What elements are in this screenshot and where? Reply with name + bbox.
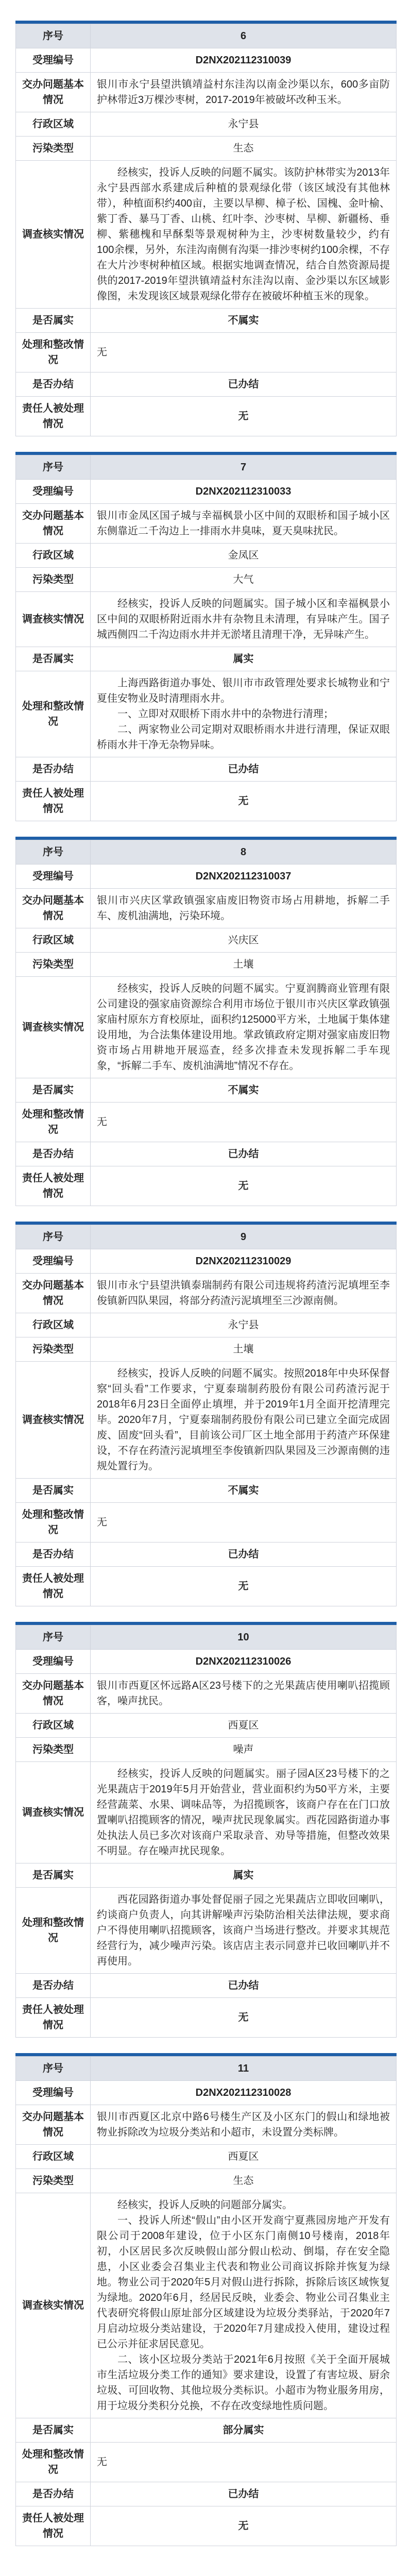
row-label: 处理和整改情况 (16, 671, 91, 757)
pollution-row (16, 1738, 397, 1762)
verified-row (16, 1078, 397, 1103)
top-spacer (0, 0, 412, 21)
case-pollution: 噪声 (91, 1738, 397, 1762)
basic-row (16, 1274, 397, 1313)
row-label: 行政区域 (16, 928, 91, 953)
paragraph: 经核实，投诉人反映的问题不属实。宁夏润腾商业管理有限公司建设的强家庙资源综合利用市场位于银川市兴庆区掌政镇强家庙村原东方育校原址，面积约125000平方米，土地属于集体建设用地，为合法集体建设用地。掌政镇政府定期对强家庙废旧物资市场占用耕地开展巡查，经多次排查未发现拆解二手车现象，“拆解二手车、废机油满地”情况不存在。 (97, 983, 390, 1072)
pollution-row (16, 137, 397, 161)
code-row (16, 480, 397, 504)
case-region: 西夏区 (91, 1714, 397, 1738)
case-verified: 不属实 (91, 309, 397, 333)
row-label: 交办问题基本情况 (16, 1274, 91, 1313)
basic-row (16, 504, 397, 544)
row-label: 受理编号 (16, 2081, 91, 2105)
seq-row (16, 2057, 397, 2081)
seq-row (16, 24, 397, 48)
card-gap (0, 436, 412, 452)
pollution-row (16, 568, 397, 592)
paragraph: 二、两家物业公司定期对双眼桥雨水井进行清理，保证双眼桥雨水井干净无杂物异味。 (97, 724, 390, 751)
row-label: 序号 (16, 24, 91, 48)
handling-row (16, 1103, 397, 1142)
paragraph: 经核实，投诉人反映的问题部分属实。 (117, 2199, 293, 2211)
row-label: 调查核实情况 (16, 2193, 91, 2418)
case-pollution: 土壤 (91, 1337, 397, 1362)
basic-row (16, 73, 397, 112)
case-seq: 10 (91, 1625, 397, 1650)
row-label: 行政区域 (16, 1313, 91, 1337)
case-code: D2NX202112310039 (91, 48, 397, 73)
case-accountable: 无 (91, 1998, 397, 2038)
pollution-row (16, 953, 397, 977)
case-basic: 银川市金凤区国子城与幸福枫景小区中间的双眼桥和国子城小区东侧靠近二千沟边上一排雨水井臭味，夏天臭味扰民。 (91, 504, 397, 544)
handling-row (16, 333, 397, 372)
case-basic: 银川市兴庆区掌政镇强家庙废旧物资市场占用耕地，拆解二手车、废机油满地，污染环境。 (91, 889, 397, 928)
case-verified: 部分属实 (91, 2418, 397, 2443)
case-basic: 银川市永宁县望洪镇泰瑞制药有限公司违规将药渣污泥填埋至李俊镇新四队果园，将部分药渣污泥填埋至三沙源南侧。 (91, 1274, 397, 1313)
row-label: 污染类型 (16, 2169, 91, 2193)
investigation-row (16, 1362, 397, 1479)
row-label: 是否办结 (16, 372, 91, 397)
row-label: 调查核实情况 (16, 592, 91, 647)
verified-row (16, 647, 397, 671)
investigation-row (16, 2193, 397, 2418)
verified-row (16, 1863, 397, 1888)
case-card (15, 1625, 397, 2038)
code-row (16, 1650, 397, 1674)
row-label: 处理和整改情况 (16, 1103, 91, 1142)
case-card (15, 455, 397, 821)
row-label: 责任人被处理情况 (16, 2506, 91, 2546)
case-handling (91, 1888, 397, 1974)
region-row (16, 1313, 397, 1337)
row-label: 污染类型 (16, 1738, 91, 1762)
verified-row (16, 2418, 397, 2443)
seq-row (16, 840, 397, 865)
case-accountable: 无 (91, 782, 397, 821)
case-handling: 无 (91, 2443, 397, 2482)
closed-row (16, 757, 397, 782)
case-verified: 属实 (91, 647, 397, 671)
row-label: 行政区域 (16, 544, 91, 568)
closed-row (16, 372, 397, 397)
basic-row (16, 1674, 397, 1714)
card-gap (0, 821, 412, 837)
case-region: 兴庆区 (91, 928, 397, 953)
basic-row (16, 2105, 397, 2145)
row-label: 是否办结 (16, 2482, 91, 2506)
seq-row (16, 1225, 397, 1249)
case-closed: 已办结 (91, 372, 397, 397)
case-pollution: 生态 (91, 137, 397, 161)
pollution-row (16, 1337, 397, 1362)
row-label: 调查核实情况 (16, 1762, 91, 1863)
row-label: 序号 (16, 455, 91, 480)
row-label: 责任人被处理情况 (16, 1998, 91, 2038)
case-accountable: 无 (91, 2506, 397, 2546)
case-accountable: 无 (91, 1166, 397, 1206)
paragraph: 上海西路街道办事处、银川市市政管理处要求长城物业和宁夏佳安物业及时清理雨水井。 (97, 677, 390, 704)
case-region: 永宁县 (91, 1313, 397, 1337)
case-basic: 银川市西夏区北京中路6号楼生产区及小区东门的假山和绿地被物业拆除改为垃圾分类站和小超市，未设置分类标牌。 (91, 2105, 397, 2145)
case-region: 金凤区 (91, 544, 397, 568)
paragraph: 经核实，投诉人反映的问题属实。丽子园A区23号楼下的之光果蔬店于2019年5月开始营业，营业面积约为50平方米，主要经营蔬菜、水果、调味品等，为招揽顾客，该商户存在在门口放置喇叭招揽顾客的情况，噪声扰民现象属实。西花园路街道办事处执法人员已多次对该商户采取录音、劝导等措施，但整改效果不明显。存在噪声扰民现象。 (97, 1768, 390, 1857)
case-handling: 无 (91, 1103, 397, 1142)
case-code: D2NX202112310026 (91, 1650, 397, 1674)
closed-row (16, 1142, 397, 1166)
region-row (16, 928, 397, 953)
row-label: 污染类型 (16, 568, 91, 592)
investigation-row (16, 592, 397, 647)
case-region: 西夏区 (91, 2145, 397, 2169)
paragraph: 经核实，投诉人反映的问题不属实。按照2018年中央环保督察“回头看”工作要求，宁夏泰瑞制药股份有限公司药渣污泥于2018年6月23日全面停止填埋，并于2019年1月全面开挖清理完毕。2020年7月，宁夏泰瑞制药股份有限公司已建立全面完成固废、固废“回头看”，目前该公司厂区土地全部用于药渣产环保建设，不存在药渣污泥填埋至李俊镇新四队果园及三沙源南侧的违规处置行为。 (97, 1368, 390, 1472)
row-label: 是否办结 (16, 1543, 91, 1567)
row-label: 受理编号 (16, 48, 91, 73)
accountable-row (16, 2506, 397, 2546)
card-gap (0, 2546, 412, 2562)
paragraph: 一、投诉人所述“假山”由小区开发商宁夏燕园房地产开发有限公司于2008年建设，位于小区东门南侧10号楼南，2018年初，小区居民多次反映假山部分假山松动、倒塌，存在安全隐患，小区业委会召集业主代表和物业公司商议拆除并恢复为绿地。物业公司于2020年5月对假山进行拆除，拆除后该区域恢复为绿地。2020年6月，经居民反映，业委会、物业公司召集业主代表研究将假山原址部分区域建设为垃圾分类驿站，于2020年7月启动垃圾分类站建设，于2020年7月建成投入使用，建设过程已公示并征求居民意见。 (97, 2215, 390, 2350)
card-gap (0, 1206, 412, 1222)
case-code: D2NX202112310033 (91, 480, 397, 504)
case-investigation (91, 977, 397, 1078)
row-label: 序号 (16, 2057, 91, 2081)
row-label: 是否属实 (16, 1078, 91, 1103)
row-label: 受理编号 (16, 1650, 91, 1674)
row-label: 交办问题基本情况 (16, 1674, 91, 1714)
case-code: D2NX202112310029 (91, 1249, 397, 1274)
case-closed: 已办结 (91, 1974, 397, 1998)
case-seq: 7 (91, 455, 397, 480)
case-closed: 已办结 (91, 1142, 397, 1166)
case-card (15, 2056, 397, 2546)
case-handling: 无 (91, 1503, 397, 1543)
row-label: 交办问题基本情况 (16, 2105, 91, 2145)
seq-row (16, 1625, 397, 1650)
case-investigation (91, 2193, 397, 2418)
row-label: 交办问题基本情况 (16, 73, 91, 112)
paragraph: 经核实，投诉人反映的问题不属实。该防护林带实为2013年永宁县西部水系建成后种植的景观绿化带（该区域没有其他林带），种植面积约400亩，主要以旱柳、樟子松、国槐、金叶榆、紫丁香、暴马丁香、山桃、红叶李、沙枣树、旱柳、新疆杨、垂柳、紫穗槐和早酥梨等景观树种为主，沙枣树数量较少，约有100余棵，另外，东洼沟南侧有沟渠一排沙枣树约100余棵，不存在大片沙枣树种植区域。根据实地调查情况，结合自然资源局提供的2017-2019年望洪镇靖益村东洼沟以南、金沙渠以东区域影像图，未发现该区域景观绿化带存在被破坏种植玉米的现象。 (97, 167, 390, 302)
row-label: 受理编号 (16, 865, 91, 889)
row-label: 处理和整改情况 (16, 2443, 91, 2482)
accountable-row (16, 1998, 397, 2038)
case-verified: 不属实 (91, 1479, 397, 1503)
code-row (16, 48, 397, 73)
row-label: 受理编号 (16, 480, 91, 504)
case-accountable: 无 (91, 1567, 397, 1606)
handling-row (16, 2443, 397, 2482)
row-label: 污染类型 (16, 953, 91, 977)
handling-row (16, 1888, 397, 1974)
accountable-row (16, 397, 397, 436)
case-verified: 不属实 (91, 1078, 397, 1103)
case-code: D2NX202112310028 (91, 2081, 397, 2105)
region-row (16, 1714, 397, 1738)
case-accountable: 无 (91, 397, 397, 436)
row-label: 序号 (16, 840, 91, 865)
verified-row (16, 1479, 397, 1503)
paragraph: 西花园路街道办事处督促丽子园之光果蔬店立即收回喇叭，约谈商户负责人，向其讲解噪声污染防治相关法律法规，要求商户不得使用喇叭招揽顾客，该商户当场进行整改。并要求其规范经营行为，减少噪声污染。该店店主表示同意并已收回喇叭并不再使用。 (97, 1894, 390, 1967)
row-label: 交办问题基本情况 (16, 504, 91, 544)
row-label: 调查核实情况 (16, 1362, 91, 1479)
case-closed: 已办结 (91, 1543, 397, 1567)
case-investigation (91, 1762, 397, 1863)
closed-row (16, 1543, 397, 1567)
case-closed: 已办结 (91, 2482, 397, 2506)
row-label: 是否属实 (16, 647, 91, 671)
row-label: 是否办结 (16, 1142, 91, 1166)
row-label: 污染类型 (16, 137, 91, 161)
row-label: 污染类型 (16, 1337, 91, 1362)
row-label: 序号 (16, 1625, 91, 1650)
handling-row (16, 1503, 397, 1543)
investigation-row (16, 977, 397, 1078)
paragraph: 经核实，投诉人反映的问题属实。国子城小区和幸福枫景小区中间的双眼桥附近雨水井有杂物且未清理，有异味产生。国子城西侧四二千沟边雨水井并无淤堵且清理干净，无异味产生。 (97, 598, 390, 640)
accountable-row (16, 1166, 397, 1206)
card-gap (0, 2038, 412, 2053)
verified-row (16, 309, 397, 333)
row-label: 处理和整改情况 (16, 333, 91, 372)
row-label: 处理和整改情况 (16, 1888, 91, 1974)
basic-row (16, 889, 397, 928)
case-code: D2NX202112310037 (91, 865, 397, 889)
row-label: 调查核实情况 (16, 161, 91, 309)
row-label: 责任人被处理情况 (16, 397, 91, 436)
case-basic: 银川市西夏区怀远路A区23号楼下的之光果蔬店使用喇叭招揽顾客，噪声扰民。 (91, 1674, 397, 1714)
row-label: 行政区域 (16, 2145, 91, 2169)
row-label: 是否属实 (16, 309, 91, 333)
case-card (15, 840, 397, 1206)
case-closed: 已办结 (91, 757, 397, 782)
case-card (15, 1225, 397, 1606)
case-seq: 9 (91, 1225, 397, 1249)
row-label: 交办问题基本情况 (16, 889, 91, 928)
code-row (16, 1249, 397, 1274)
case-investigation (91, 1362, 397, 1479)
case-investigation (91, 161, 397, 309)
accountable-row (16, 782, 397, 821)
code-row (16, 2081, 397, 2105)
investigation-row (16, 1762, 397, 1863)
case-handling: 无 (91, 333, 397, 372)
row-label: 序号 (16, 1225, 91, 1249)
handling-row (16, 671, 397, 757)
card-gap (0, 1606, 412, 1622)
paragraph: 二、该小区垃圾分类站于2021年6月按照《关于全面开展城市生活垃圾分类工作的通知》要求建设，设置了有害垃圾、厨余垃圾、可回收物、其他垃圾分类标识。小超市为物业服务用房，用于垃圾分类积分兑换，不存在改变绿地性质问题。 (97, 2354, 390, 2412)
case-seq: 6 (91, 24, 397, 48)
row-label: 行政区域 (16, 1714, 91, 1738)
row-label: 调查核实情况 (16, 977, 91, 1078)
case-basic: 银川市永宁县望洪镇靖益村东洼沟以南金沙渠以东，600多亩防护林带近3万棵沙枣树，2017-2019年被破坏改种玉米。 (91, 73, 397, 112)
accountable-row (16, 1567, 397, 1606)
row-label: 行政区域 (16, 112, 91, 137)
case-handling (91, 671, 397, 757)
case-seq: 8 (91, 840, 397, 865)
region-row (16, 2145, 397, 2169)
pollution-row (16, 2169, 397, 2193)
case-investigation (91, 592, 397, 647)
seq-row (16, 455, 397, 480)
case-seq: 11 (91, 2057, 397, 2081)
closed-row (16, 2482, 397, 2506)
row-label: 责任人被处理情况 (16, 1166, 91, 1206)
region-row (16, 112, 397, 137)
region-row (16, 544, 397, 568)
investigation-row (16, 161, 397, 309)
case-pollution: 大气 (91, 568, 397, 592)
closed-row (16, 1974, 397, 1998)
case-verified: 属实 (91, 1863, 397, 1888)
row-label: 是否属实 (16, 1863, 91, 1888)
row-label: 处理和整改情况 (16, 1503, 91, 1543)
case-card (15, 24, 397, 436)
case-list (0, 21, 412, 2562)
row-label: 是否办结 (16, 1974, 91, 1998)
row-label: 责任人被处理情况 (16, 1567, 91, 1606)
row-label: 是否办结 (16, 757, 91, 782)
row-label: 是否属实 (16, 1479, 91, 1503)
case-pollution: 生态 (91, 2169, 397, 2193)
row-label: 受理编号 (16, 1249, 91, 1274)
row-label: 责任人被处理情况 (16, 782, 91, 821)
row-label: 是否属实 (16, 2418, 91, 2443)
case-pollution: 土壤 (91, 953, 397, 977)
paragraph: 一、立即对双眼桥下雨水井中的杂物进行清理； (117, 708, 334, 720)
code-row (16, 865, 397, 889)
case-region: 永宁县 (91, 112, 397, 137)
